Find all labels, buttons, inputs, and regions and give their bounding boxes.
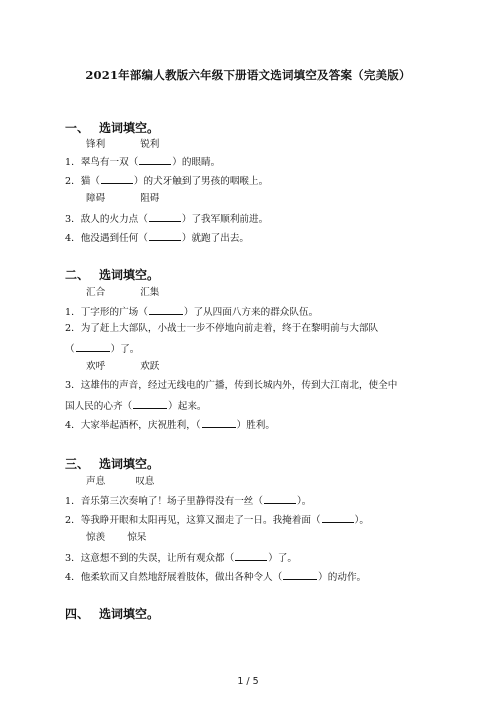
word-choices <box>86 361 159 373</box>
section-title: 选词填空。 <box>99 121 160 135</box>
answer-blank[interactable] <box>283 570 317 580</box>
section-number: 三、 <box>65 457 90 471</box>
word-option: 汇合 <box>86 287 106 298</box>
section-number: 一、 <box>65 121 90 135</box>
answer-blank[interactable] <box>101 174 133 184</box>
word-option: 惊羡 <box>86 532 106 543</box>
question-item: 4．他柔软而又自然地舒展着肢体，做出各种令人（ ）的动作。 <box>65 572 367 583</box>
answer-blank[interactable] <box>149 231 181 241</box>
section-heading-4 <box>65 605 159 622</box>
word-option: 汇集 <box>140 287 160 298</box>
question-item: 4．他没遇到任何（ ）就跑了出去。 <box>65 233 250 244</box>
word-choices <box>86 193 159 205</box>
section-number: 四、 <box>65 607 90 621</box>
question-item: 3．敌人的火力点（ ）了我军顺利前进。 <box>65 214 269 225</box>
word-option: 声息 <box>86 476 106 487</box>
question-item: 3．这雄伟的声音，经过无线电的广播，传到长城内外，传到大江南北，使全中 <box>65 380 398 391</box>
word-option: 叹息 <box>135 476 155 487</box>
word-option: 锋利 <box>86 139 106 150</box>
question-item-continued: 国人民的心齐（ ）起来。 <box>65 401 207 412</box>
question-item-continued: （ ）了。 <box>65 344 140 355</box>
section-number: 二、 <box>65 268 90 282</box>
word-option: 障碍 <box>86 193 106 204</box>
answer-blank[interactable] <box>202 418 236 428</box>
section-heading-1 <box>65 119 159 136</box>
word-choices <box>86 476 154 488</box>
answer-blank[interactable] <box>235 551 267 561</box>
question-item: 2．猫（ ）的犬牙触到了男孩的咽喉上。 <box>65 176 269 187</box>
word-choices <box>86 287 159 299</box>
question-item: 2．等我睁开眼和太阳再见，这算又溜走了一日。我掩着面（ ）。 <box>65 515 369 526</box>
word-option: 欢呼 <box>86 361 106 372</box>
answer-blank[interactable] <box>76 342 110 352</box>
section-title: 选词填空。 <box>99 607 160 621</box>
section-title: 选词填空。 <box>99 457 160 471</box>
section-title: 选词填空。 <box>99 268 160 282</box>
word-choices <box>86 532 146 544</box>
question-item: 1．丁字形的广场（ ）了从四面八方来的群众队伍。 <box>65 307 319 318</box>
word-option: 惊呆 <box>127 532 147 543</box>
answer-blank[interactable] <box>139 155 171 165</box>
answer-blank[interactable] <box>322 513 354 523</box>
question-item: 1．翠鸟有一双（ ）的眼睛。 <box>65 157 221 168</box>
question-item: 4．大家举起酒杯，庆祝胜利，（ ）胜利。 <box>65 420 275 431</box>
word-option: 锐利 <box>140 139 160 150</box>
word-option: 阻碍 <box>140 193 160 204</box>
word-option: 欢跃 <box>140 361 160 372</box>
answer-blank[interactable] <box>149 305 183 315</box>
question-item: 3．这意想不到的失误，让所有观众都（ ）了。 <box>65 553 297 564</box>
question-item: 2．为了赶上大部队，小战士一步不停地向前走着，终于在黎明前与大部队 <box>65 323 379 334</box>
question-item: 1．音乐第三次奏响了！场子里静得没有一丝（ ）。 <box>65 496 312 507</box>
page-number: 1 / 5 <box>237 676 259 687</box>
answer-blank[interactable] <box>149 212 181 222</box>
word-choices <box>86 139 159 151</box>
document-title: 2021年部编人教版六年级下册语文选词填空及答案（完美版） <box>85 68 411 82</box>
section-heading-2 <box>65 266 159 283</box>
section-heading-3 <box>65 455 159 472</box>
answer-blank[interactable] <box>133 399 167 409</box>
answer-blank[interactable] <box>264 494 296 504</box>
